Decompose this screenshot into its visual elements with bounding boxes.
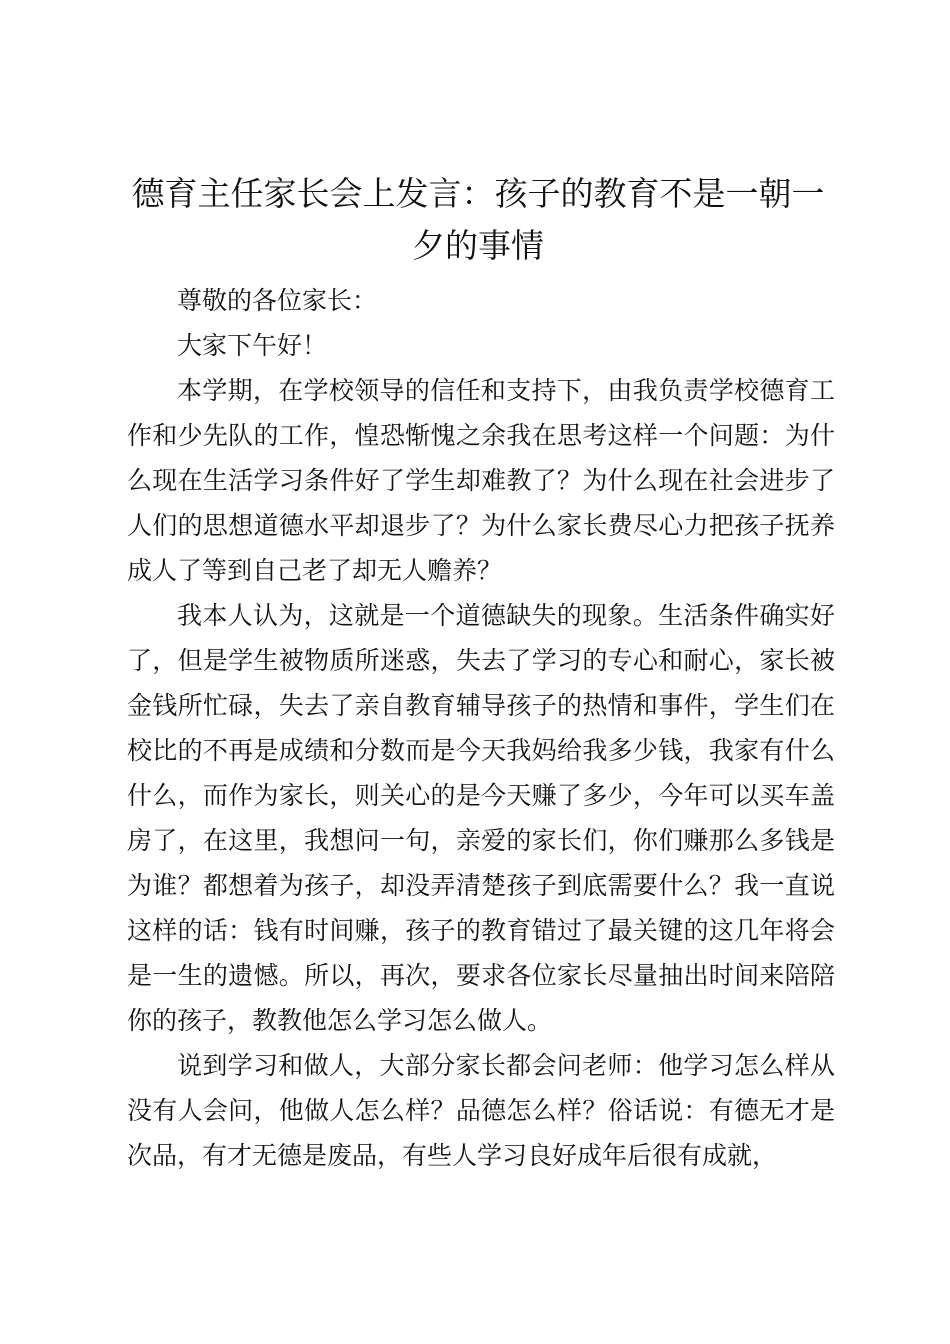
document-body — [127, 278, 835, 1178]
salutation-paragraph: 大家下午好！ — [177, 331, 328, 360]
body-paragraph: 本学期，在学校领导的信任和支持下，由我负责学校德育工作和少先队的工作，惶恐惭愧之余我在思考这样一个问题：为什么现在生活学习条件好了学生却难教了？为什么现在社会进步了人们的思想道德水平却退步了？为什么家长费尽心力把孩子抚养成人了等到自己老了却无人赡养？ — [127, 376, 835, 585]
body-paragraph: 我本人认为，这就是一个道德缺失的现象。生活条件确实好了，但是学生被物质所迷惑，失去了学习的专心和耐心，家长被金钱所忙碌，失去了亲自教育辅导孩子的热情和事件，学生们在校比的不再是成绩和分数而是今天我妈给我多少钱，我家有什么什么，而作为家长，则关心的是今天赚了多少，今年可以买车盖房了，在这里，我想问一句，亲爱的家长们，你们赚那么多钱是为谁？都想着为孩子，却没弄清楚孩子到底需要什么？我一直说这样的话：钱有时间赚，孩子的教育错过了最关键的这几年将会是一生的遗憾。所以，再次，要求各位家长尽量抽出时间来陪陪你的孩子，教教他怎么学习怎么做人。 — [127, 601, 835, 1035]
greeting-paragraph: 尊敬的各位家长： — [177, 286, 378, 315]
body-paragraph: 说到学习和做人，大部分家长都会问老师：他学习怎么样从没有人会问，他做人怎么样？品德怎么样？俗话说：有德无才是次品，有才无德是废品，有些人学习良好成年后很有成就， — [127, 1051, 835, 1170]
document-title: 德育主任家长会上发言：孩子的教育不是一朝一夕的事情 — [131, 174, 825, 265]
